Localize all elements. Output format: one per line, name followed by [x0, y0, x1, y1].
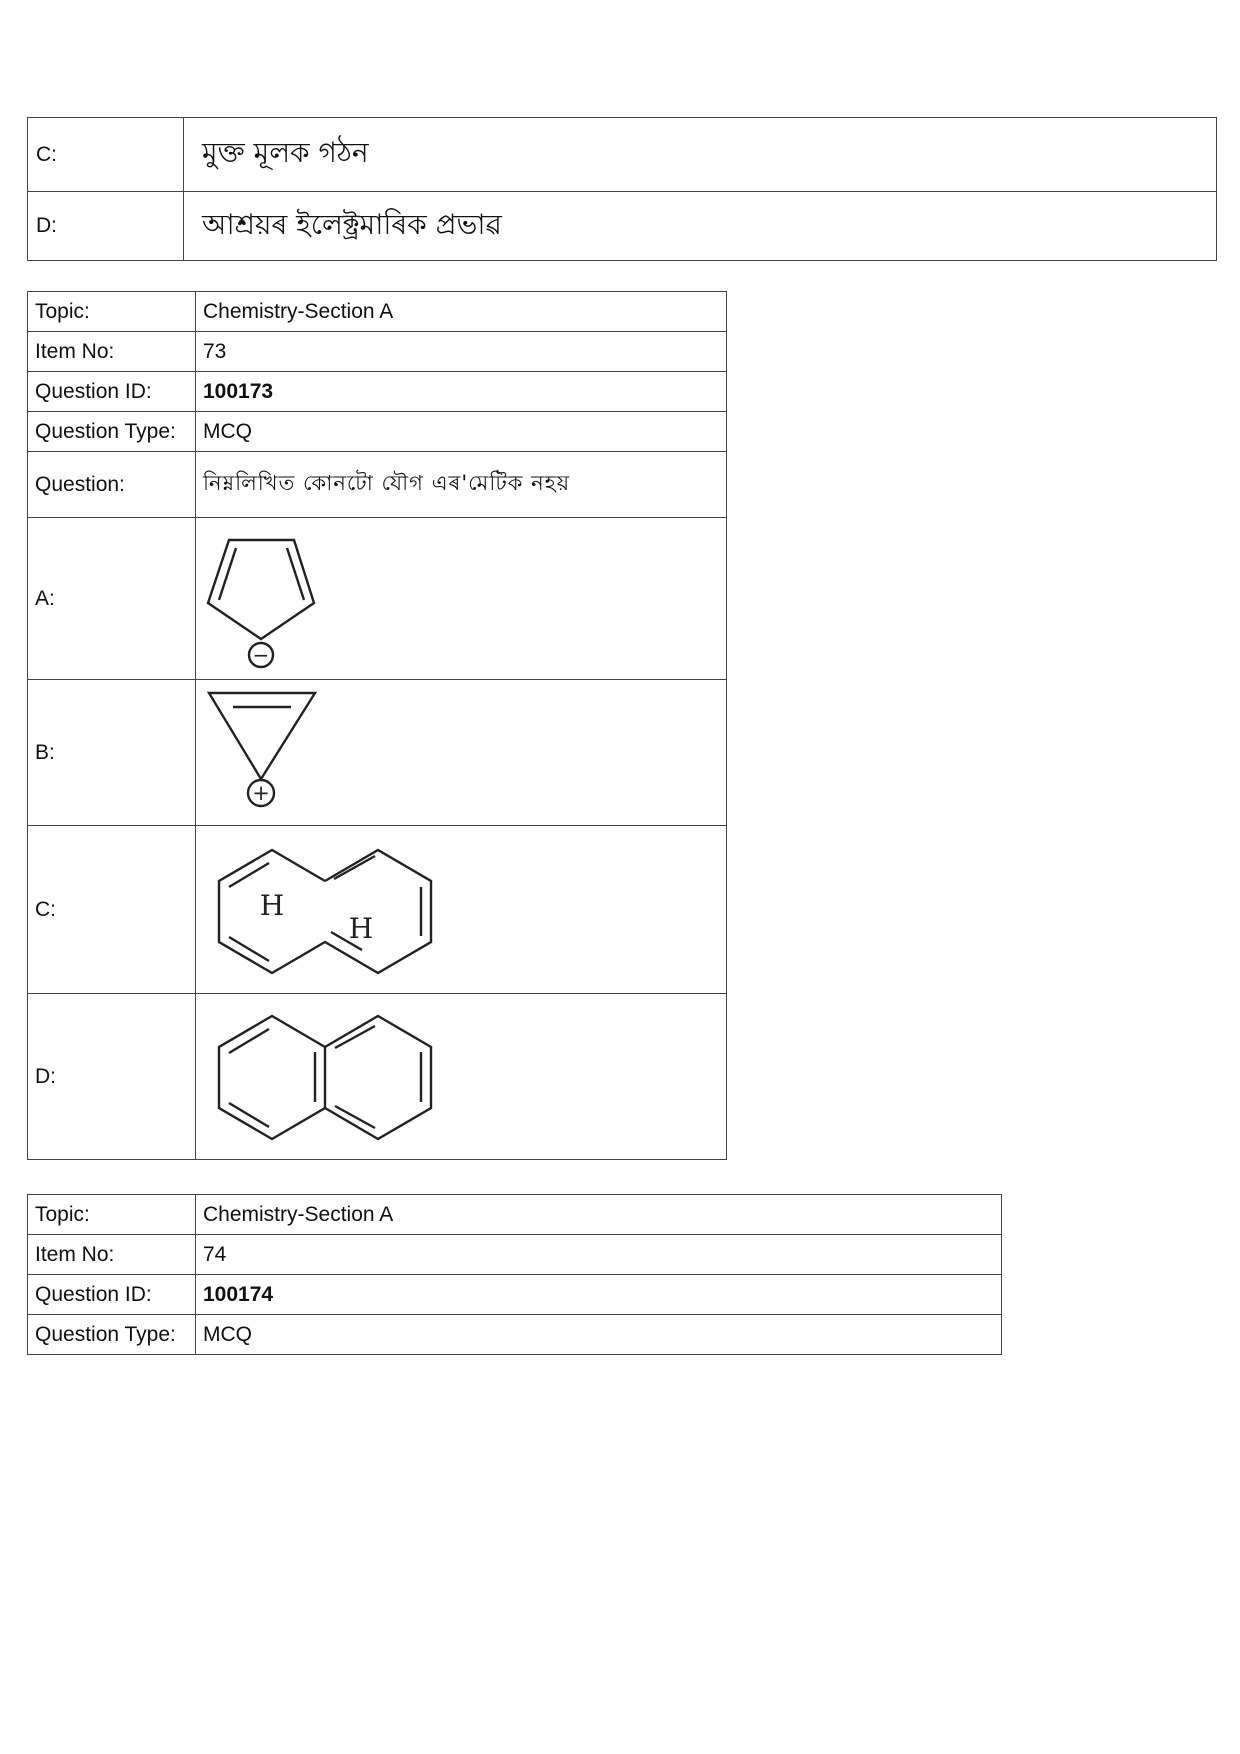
question-id-value: 100173: [196, 372, 727, 412]
option-label: B:: [28, 680, 196, 826]
option-label: A:: [28, 518, 196, 680]
question-id-row: [28, 372, 727, 412]
option-label: C:: [28, 118, 184, 192]
topic-value: Chemistry-Section A: [196, 1195, 1002, 1235]
item-no-row: [28, 332, 727, 372]
question-74-table: [27, 1194, 1002, 1355]
question-type-label: Question Type:: [28, 412, 196, 452]
question-type-value: MCQ: [196, 412, 727, 452]
item-no-label: Item No:: [28, 1235, 196, 1275]
naphthalene-structure: [203, 1002, 453, 1152]
question-id-row: [28, 1275, 1002, 1315]
question-73-table: [27, 291, 727, 1160]
option-label: C:: [28, 826, 196, 994]
question-label: Question:: [28, 452, 196, 518]
option-row-c: [28, 118, 1217, 192]
topic-label: Topic:: [28, 292, 196, 332]
question-id-value: 100174: [196, 1275, 1002, 1315]
cyclopentadienyl-anion-structure: [203, 524, 343, 674]
question-type-label: Question Type:: [28, 1315, 196, 1355]
item-no-value: 73: [196, 332, 727, 372]
option-row-d: [28, 192, 1217, 261]
cyclodecapentaene-structure: [203, 835, 453, 985]
question-type-row: [28, 1315, 1002, 1355]
option-label: D:: [28, 994, 196, 1160]
option-row-b: [28, 680, 727, 826]
option-row-c: [28, 826, 727, 994]
hydrogen-atom-label: H: [348, 911, 374, 945]
option-row-d: [28, 994, 727, 1160]
question-text: নিম্নলিখিত কোনটো যৌগ এৰ'মেটিক নহয়: [196, 452, 727, 518]
previous-question-options-table: [27, 117, 1217, 261]
question-row: [28, 452, 727, 518]
charge-symbol: −: [252, 642, 270, 667]
item-no-label: Item No:: [28, 332, 196, 372]
option-a-image-cell: [196, 518, 727, 680]
option-label: D:: [28, 192, 184, 261]
option-c-image-cell: [196, 826, 727, 994]
option-b-image-cell: [196, 680, 727, 826]
option-text: মুক্ত মূলক গঠন: [184, 118, 1217, 192]
charge-symbol: +: [252, 780, 270, 805]
question-type-row: [28, 412, 727, 452]
cyclopropenyl-cation-structure: [203, 683, 343, 823]
topic-value: Chemistry-Section A: [196, 292, 727, 332]
topic-row: [28, 292, 727, 332]
topic-row: [28, 1195, 1002, 1235]
topic-label: Topic:: [28, 1195, 196, 1235]
option-row-a: [28, 518, 727, 680]
hydrogen-atom-label: H: [259, 888, 285, 922]
item-no-value: 74: [196, 1235, 1002, 1275]
option-text: আশ্ৰয়ৰ ইলেক্ট্ৰমাৰিক প্ৰভাৱ: [184, 192, 1217, 261]
option-d-image-cell: [196, 994, 727, 1160]
item-no-row: [28, 1235, 1002, 1275]
question-id-label: Question ID:: [28, 1275, 196, 1315]
question-type-value: MCQ: [196, 1315, 1002, 1355]
question-id-label: Question ID:: [28, 372, 196, 412]
